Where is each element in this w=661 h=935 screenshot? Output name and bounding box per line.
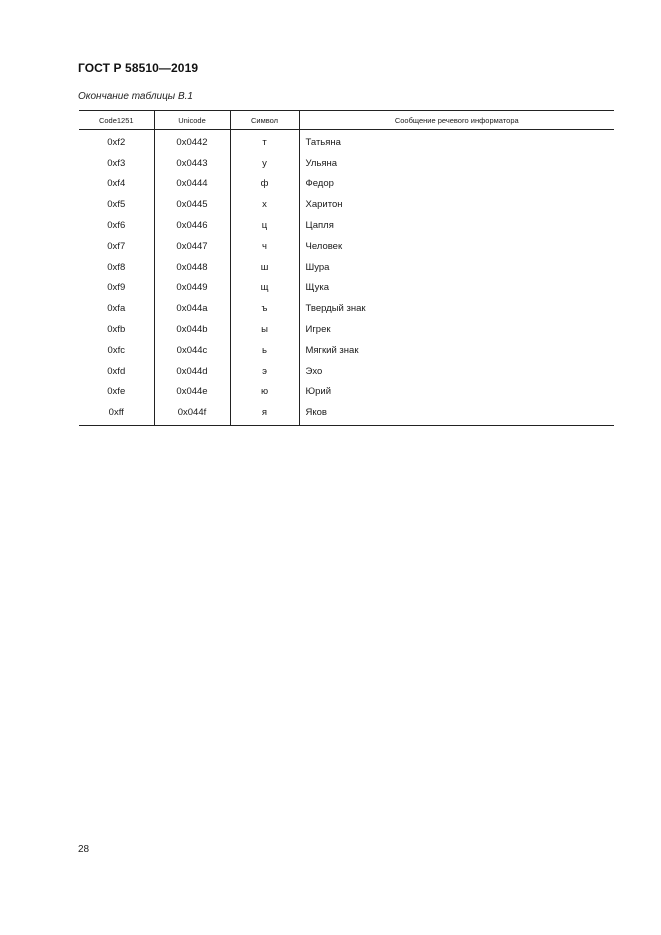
cell-message: Игрек bbox=[299, 319, 614, 340]
cell-unicode: 0x0443 bbox=[154, 153, 230, 174]
column-header-unicode: Unicode bbox=[154, 111, 230, 130]
table-row bbox=[79, 361, 614, 382]
cell-symbol: ь bbox=[230, 340, 299, 361]
table-row bbox=[79, 298, 614, 319]
cell-message: Татьяна bbox=[299, 130, 614, 153]
cell-symbol: э bbox=[230, 361, 299, 382]
cell-code1251: 0xfd bbox=[107, 365, 126, 377]
cell-symbol: ц bbox=[230, 215, 299, 236]
table-row bbox=[79, 257, 614, 278]
cell-message: Ульяна bbox=[299, 153, 614, 174]
document-header: ГОСТ Р 58510—2019 bbox=[78, 61, 199, 75]
code-table bbox=[79, 110, 614, 426]
cell-unicode: 0x044b bbox=[154, 319, 230, 340]
table-row bbox=[79, 382, 614, 403]
cell-unicode: 0x044d bbox=[154, 361, 230, 382]
cell-code1251: 0xf7 bbox=[107, 240, 126, 252]
cell-code1251: 0xf9 bbox=[107, 282, 126, 294]
cell-unicode: 0x044f bbox=[154, 402, 230, 425]
cell-symbol: т bbox=[230, 130, 299, 153]
cell-symbol: у bbox=[230, 153, 299, 174]
cell-symbol: ю bbox=[230, 382, 299, 403]
table-row bbox=[79, 236, 614, 257]
table-row bbox=[79, 153, 614, 174]
cell-message: Харитон bbox=[299, 194, 614, 215]
table-row bbox=[79, 174, 614, 195]
page-number: 28 bbox=[78, 844, 90, 855]
cell-code1251: 0xf5 bbox=[107, 199, 126, 211]
table-row bbox=[79, 194, 614, 215]
cell-symbol: ы bbox=[230, 319, 299, 340]
column-header-message: Сообщение речевого информатора bbox=[299, 111, 614, 130]
cell-symbol: я bbox=[230, 402, 299, 425]
cell-unicode: 0x0448 bbox=[154, 257, 230, 278]
cell-code1251: 0xf2 bbox=[107, 136, 126, 148]
cell-unicode: 0x044a bbox=[154, 298, 230, 319]
cell-symbol: ч bbox=[230, 236, 299, 257]
cell-unicode: 0x044c bbox=[154, 340, 230, 361]
cell-code1251: 0xfa bbox=[107, 303, 126, 315]
column-header-code1251: Code1251 bbox=[79, 111, 154, 130]
cell-message: Твердый знак bbox=[299, 298, 614, 319]
column-header-symbol: Символ bbox=[230, 111, 299, 130]
table-row bbox=[79, 130, 614, 153]
cell-unicode: 0x044e bbox=[154, 382, 230, 403]
cell-code1251: 0xf4 bbox=[107, 178, 126, 190]
table-row bbox=[79, 319, 614, 340]
cell-code1251: 0xf6 bbox=[107, 220, 126, 232]
table-caption: Окончание таблицы В.1 bbox=[78, 91, 193, 102]
cell-symbol: ф bbox=[230, 174, 299, 195]
cell-unicode: 0x0449 bbox=[154, 278, 230, 299]
cell-code1251: 0xfc bbox=[107, 344, 125, 356]
cell-code1251: 0xfe bbox=[107, 386, 126, 398]
table-header-row bbox=[79, 111, 614, 130]
cell-message: Федор bbox=[299, 174, 614, 195]
table-row bbox=[79, 278, 614, 299]
table-row bbox=[79, 340, 614, 361]
cell-message: Яков bbox=[299, 402, 614, 425]
cell-symbol: ш bbox=[230, 257, 299, 278]
cell-code1251: 0xff bbox=[79, 402, 154, 425]
cell-message: Эхо bbox=[299, 361, 614, 382]
cell-unicode: 0x0444 bbox=[154, 174, 230, 195]
cell-message: Мягкий знак bbox=[299, 340, 614, 361]
cell-unicode: 0x0446 bbox=[154, 215, 230, 236]
cell-symbol: х bbox=[230, 194, 299, 215]
cell-code1251: 0xf3 bbox=[107, 157, 126, 169]
cell-unicode: 0x0442 bbox=[154, 130, 230, 153]
cell-message: Человек bbox=[299, 236, 614, 257]
table-row bbox=[79, 402, 614, 425]
cell-message: Цапля bbox=[299, 215, 614, 236]
cell-code1251: 0xf8 bbox=[107, 261, 126, 273]
cell-message: Юрий bbox=[299, 382, 614, 403]
cell-unicode: 0x0447 bbox=[154, 236, 230, 257]
cell-unicode: 0x0445 bbox=[154, 194, 230, 215]
cell-symbol: щ bbox=[230, 278, 299, 299]
cell-symbol: ъ bbox=[230, 298, 299, 319]
table-body bbox=[79, 130, 614, 426]
cell-code1251: 0xfb bbox=[107, 324, 126, 336]
cell-message: Шура bbox=[299, 257, 614, 278]
table-row bbox=[79, 215, 614, 236]
cell-message: Щука bbox=[299, 278, 614, 299]
